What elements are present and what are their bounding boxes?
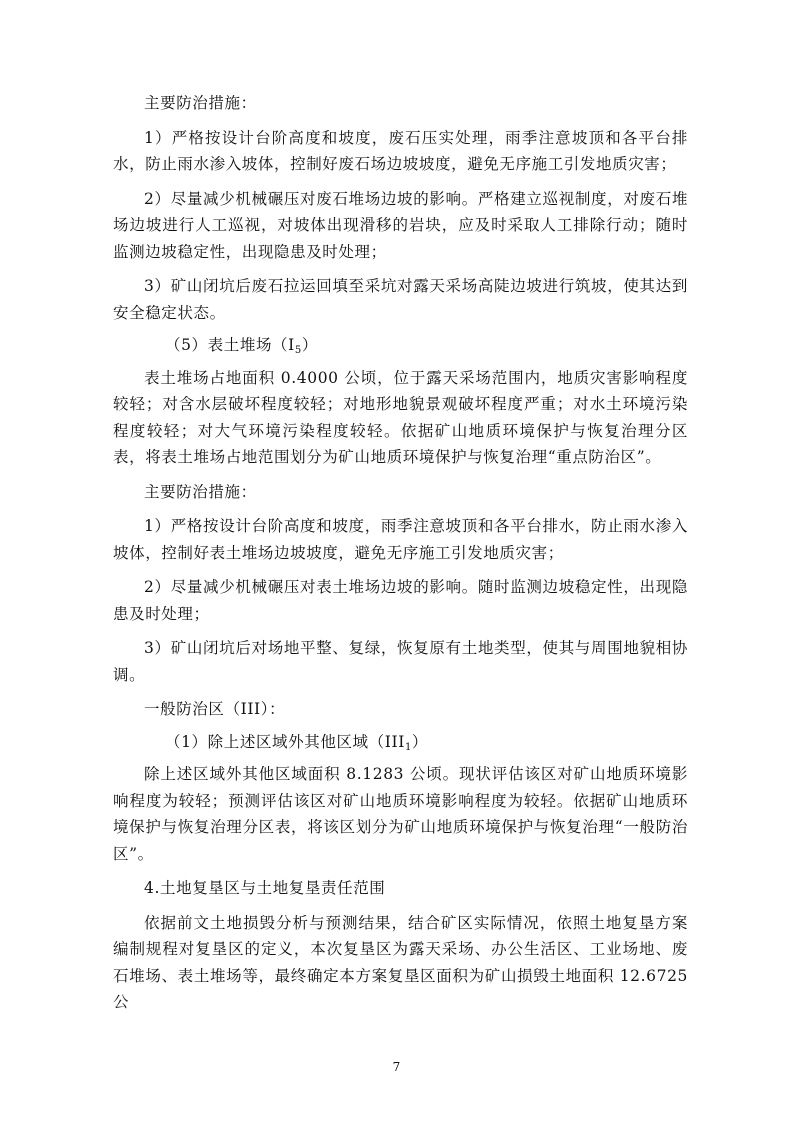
subheading-topsoil-text: （5）表土堆场（I — [165, 336, 295, 354]
page-number: 7 — [392, 1060, 401, 1074]
document-body — [113, 90, 688, 1016]
paragraph-topsoil-description: 表土堆场占地面积 0.4000 公顷，位于露天采场范围内，地质灾害影响程度较轻；对含水层破坏程度较轻；对地形地貌景观破坏程度严重；对水土环境污染程度较轻；对大气环境污染程度较轻。依据矿山地质环境保护与恢复治理分区表，将表土堆场占地范围划分为矿山地质环境保护与恢复治理“重点防治区”。 — [113, 368, 688, 466]
paragraph-measure-3: 3）矿山闭坑后废石拉运回填至采坑对露天采场高陡边坡进行筑坡，使其达到安全稳定状态。 — [113, 277, 688, 322]
paragraph-measure-2: 2）尽量减少机械碾压对废石堆场边坡的影响。严格建立巡视制度，对废石堆场边坡进行人工巡视，对坡体出现滑移的岩块，应及时采取人工排除行动；随时监测边坡稳定性，出现隐患及时处理； — [113, 189, 688, 261]
subheading-general-text: （1）除上述区域外其他区域（III — [165, 732, 405, 751]
paragraph-measure-1: 1）严格按设计台阶高度和坡度，废石压实处理，雨季注意坡顶和各平台排水，防止雨水渗入坡体，控制好废石场边坡坡度，避免无序施工引发地质灾害； — [113, 128, 688, 173]
subheading-topsoil-zone — [113, 332, 688, 359]
paragraph-topsoil-measure-2: 2）尽量减少机械碾压对表土堆场边坡的影响。随时监测边坡稳定性，出现隐患及时处理； — [113, 578, 688, 623]
subheading-topsoil-subscript: 5 — [294, 345, 302, 356]
paragraph-measures-heading-2: 主要防治措施： — [144, 482, 257, 501]
subheading-general-subscript: 1 — [404, 741, 412, 753]
paragraph-reclamation-description: 依据前文土地损毁分析与预测结果，结合矿区实际情况，依照土地复垦方案编制规程对复垦区的定义，本次复垦区为露天采场、办公生活区、工业场地、废石堆场、表土堆场等，最终确定本方案复垦区面积为矿山损毁土地面积 12.6725 公 — [113, 913, 688, 1011]
paragraph-topsoil-measure-3: 3）矿山闭坑后对场地平整、复绿，恢复原有土地类型，使其与周围地貌相协调。 — [113, 639, 688, 684]
paragraph-measures-heading: 主要防治措施： — [144, 94, 257, 112]
paragraph-general-zone-description: 除上述区域外其他区域面积 8.1283 公顷。现状评估该区对矿山地质环境影响程度为较轻；预测评估该区对矿山地质环境影响程度为较轻。依据矿山地质环境保护与恢复治理分区表，将该区划分为矿山地质环境保护与恢复治理“一般防治区”。 — [113, 765, 688, 863]
heading-general-zone: 一般防治区（III）： — [144, 700, 286, 718]
paragraph-topsoil-measure-1: 1）严格按设计台阶高度和坡度，雨季注意坡顶和各平台排水，防止雨水渗入坡体，控制好表土堆场边坡坡度，避免无序施工引发地质灾害； — [113, 517, 688, 562]
subheading-general-close: ） — [411, 732, 429, 751]
heading-reclamation-area: 4.土地复垦区与土地复垦责任范围 — [144, 879, 386, 897]
subheading-general-zone — [113, 729, 688, 756]
subheading-topsoil-close: ） — [301, 336, 318, 354]
